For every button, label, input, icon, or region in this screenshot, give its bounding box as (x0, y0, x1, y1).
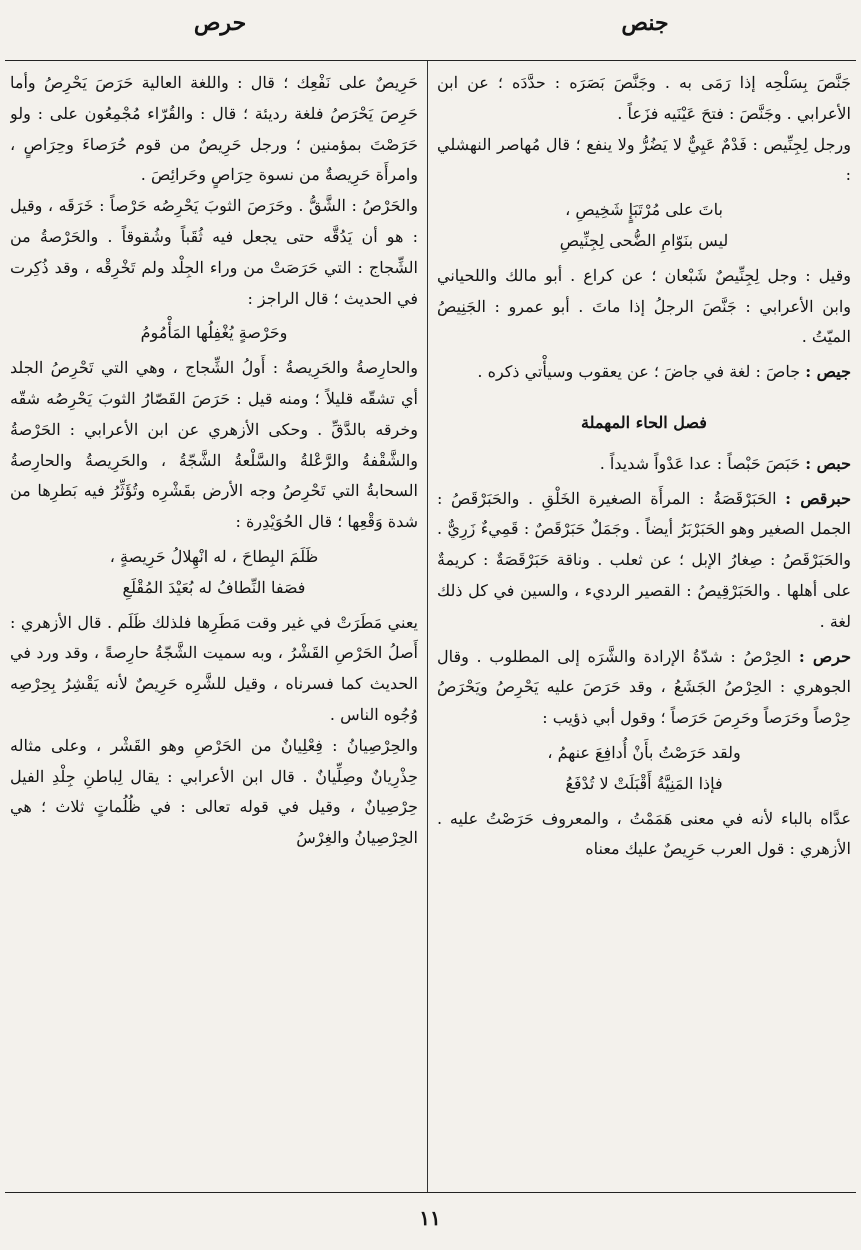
verse-line: فصَفا النِّطافُ له بُعَيْدَ المُقْلَعِ (122, 577, 306, 597)
verse-rajiz (10, 318, 418, 349)
right-column (437, 68, 851, 1186)
entry-text: الحَبَرْقَصَةُ : المرأَة الصغيرة الخَلْقِ . والحَبَرْقَصُ : الجمل الصغير وهو الحَبَرْبَرُ أيضاً . وجَمَلٌ حَبَرْقَصٌ : قَمِيءٌ زَرِيٌّ . والحَبَرْقَصُ : صِغارُ الإبل ؛ عن ثعلب . وناقة حَبَرْقَصَةٌ : كريمةٌ على أهلها . والحَبَرْقِيصُ : القصير الرديء ، والسين في كل ذلك لغة . (437, 488, 851, 631)
entry-jys (437, 357, 851, 388)
entry-text: حَبَصَ حَبْصاً : عدا عَدْواً شديداً . (599, 453, 801, 473)
entry-hrs-paragraph: يعني مَطَرَتْ في غير وقت مَطَرِها فلذلك ظَلَم . قال الأزهري : أَصلُ الحَرْصِ القَشْرُ ، وبه سميت الشَّجّةُ حارِصةً ، وقد ورد في الحديث كما فسرناه ، وقيل للشَّرِه حَرِيصٌ لأنه يَقْشِرُ بِحِرْصِه وُجُوه الناس . (10, 612, 418, 724)
entry-hrs-paragraph: حَرِيصٌ على نَفْعِك ؛ قال : واللغة العالية حَرَصَ يَحْرِصُ وأما حَرِصَ يَحْرَصُ فلغة رديئة ؛ قال : والقُرّاء مُجْمِعُون على : ولو حَرَصْتَ بمؤمنين ؛ ورجل حَرِيصٌ من قوم حُرَصاءَ وحِرَاصٍ ، وامرأَة حَرِيصةٌ من نسوة حِرَاصٍ وحَرائِصَ . (10, 73, 418, 185)
left-column (10, 68, 418, 1186)
entry-hrs-paragraph: عدَّاه بالباء لأنه في معنى هَمَمْتُ ، والمعروف حَرَصْتُ عليه . الأزهري : قول العرب حَرِيصٌ عليك معناه (437, 808, 851, 859)
column-divider (427, 61, 428, 1192)
entry-hbs (437, 449, 851, 480)
headword-hrs: حرص : (798, 646, 851, 666)
entry-text: جاصَ : لغة في جاضَ ؛ عن يعقوب وسيأْتي ذكره . (477, 362, 801, 382)
entry-hrs-paragraph: والحِرْصِيانُ : فِعْلِيانٌ من الحَرْصِ وهو القَشْر ، وعلى مثاله حِذْرِيانٌ وصِلِّيانٌ . قال ابن الأعرابي : يقال لِباطنِ جِلْدِ الفيل حِرْصِيانٌ ، وقيل في قوله تعالى : في ظُلُماتٍ ثلاث ؛ هي الحِرْصِيانُ والغِرْسُ (10, 735, 418, 848)
entry-hbrqs (437, 484, 851, 638)
verse-line: باتَ على مُرْتَبَإٍ شَخِيصِ ، (565, 200, 723, 220)
verse-jns (437, 195, 851, 257)
entry-text: الحِرْصُ : شدّةُ الإرادة والشَّرَه إلى المطلوب . وقال الجوهري : الحِرْصُ الجَشَعُ ، وقد حَرَصَ عليه يَحْرِصُ ويَحْرَصُ حِرْصاً وحَرَصاً وحَرِصَ حَرَصاً ؛ وقول أبي ذؤيب : (437, 646, 851, 728)
headword-hbs: حبص : (805, 453, 851, 473)
running-head-right: جنص (621, 10, 669, 36)
entry-hrs-paragraph: والحَرْصُ : الشَّقُّ . وحَرَصَ الثوبَ يَحْرِصُه حَرْصاً : خَرَقَه ، وقيل : هو أن يَدُقَّه حتى يجعل فيه ثُقَباً وشُقوقاً . والحَرْصةُ من الشِّجاج : التي حَرَصَتْ من وراء الجِلْد ولم تَخْرِقْه ، وقد ذُكِرت في الحديث ؛ قال الراجز : (10, 196, 418, 308)
running-head-left: حرص (193, 10, 247, 36)
entry-hrs-paragraph: والحارِصةُ والحَرِيصةُ : أَولُ الشِّجاج ، وهي التي تَحْرِصُ الجلد أي تشقّه قليلاً ؛ ومنه قيل : حَرَصَ القَصّارُ الثوبَ يَحْرِصُه شقّه وخرقه بالدَّقِّ . وحكى الأزهري عن ابن الأعرابي : الحَرْصةُ والشَّقْفةُ والرَّعْلةُ والسَّلْعةُ الشَّجّةُ ، والحَرِيصةُ والحارِصةُ السحابةُ التي تَحْرِصُ وجه الأرض بقَشْرِه وتُؤَثِّرُ فيه بَطرِها من شدة وَقْعِها ؛ قال الحُوَيْدِرة : (10, 358, 418, 532)
verse-abi-dhuayb (437, 738, 851, 800)
verse-line: فإذا المَنِيَّةُ أَقْبَلَتْ لا تُدْفَعُ (565, 773, 723, 793)
headword-hbrqs: حبرقص : (785, 488, 851, 508)
verse-line: ليس بنَوّامِ الضُّحى لِجِنِّيصِ (559, 230, 729, 250)
verse-line: ظَلَمَ البِطاحَ ، له انْهِلالُ حَرِيصةٍ ، (109, 546, 319, 566)
entry-jns-continued: جَنَّصَ بِسَلْحِه إذا رَمَى به . وجَنَّصَ بَصَرَه : حدَّدَه ؛ عن ابن الأعرابي . وجَنَّصَ : فتحَ عَيْنَيه فزَعاً . (437, 73, 851, 123)
section-title: فصل الحاء المهملة (581, 412, 707, 432)
headword-jys: جيص : (805, 362, 851, 382)
entry-hrs (437, 642, 851, 734)
header-rule (5, 60, 856, 61)
footer-rule (5, 1192, 856, 1193)
verse-line: ولقد حَرَصْتُ بأَنْ أُدافِعَ عنهمُ ، (547, 742, 741, 762)
page-number: ١١ (419, 1206, 441, 1230)
verse-line: وحَرْصةٍ يُغْفِلُها المَأْمُومُ (140, 323, 288, 343)
entry-jns-paragraph: ورجل لِجِنِّيص : فَدْمٌ عَيِيٌّ لا يَضُرُّ ولا ينفع ؛ قال مُهاصر النهشلي : (437, 134, 851, 185)
entry-jns-paragraph: وقيل : وجل لِجِنِّيصٌ شَبْعان ؛ عن كراع . أبو مالك واللحياني وابن الأعرابي : جَنَّصَ الرجلُ إذا ماتَ . أبو عمرو : الجَنِيصُ الميّتُ . (437, 265, 851, 347)
verse-huwaydira (10, 542, 418, 604)
